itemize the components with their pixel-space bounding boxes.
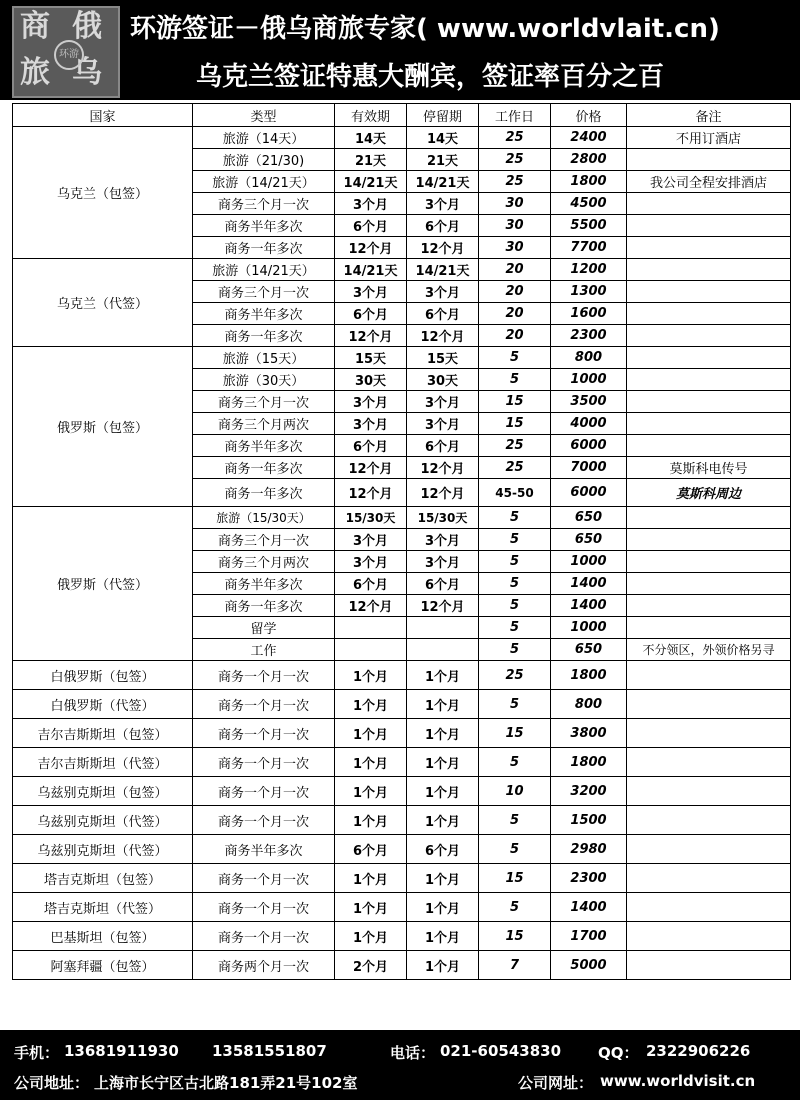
stay-cell: 12个月 — [407, 595, 479, 617]
price-cell: 4500 — [551, 193, 627, 215]
col-header-stay: 停留期 — [407, 104, 479, 127]
note-cell — [627, 391, 791, 413]
type-cell: 商务半年多次 — [193, 435, 335, 457]
workdays-cell: 25 — [479, 127, 551, 149]
table-row — [13, 893, 791, 922]
note-cell — [627, 149, 791, 171]
price-cell: 2800 — [551, 149, 627, 171]
country-cell: 塔吉克斯坦（代签） — [13, 893, 193, 922]
workdays-cell: 5 — [479, 639, 551, 661]
col-header-note: 备注 — [627, 104, 791, 127]
workdays-cell: 30 — [479, 193, 551, 215]
table-row — [13, 690, 791, 719]
table-row — [13, 259, 791, 281]
price-cell: 1000 — [551, 617, 627, 639]
website-label: 公司网址： — [518, 1074, 594, 1092]
stay-cell: 1个月 — [407, 661, 479, 690]
stay-cell: 3个月 — [407, 391, 479, 413]
type-cell: 商务一个月一次 — [193, 864, 335, 893]
logo-char: 乌 — [72, 55, 102, 90]
type-cell: 旅游（21/30) — [193, 149, 335, 171]
validity-cell: 6个月 — [335, 835, 407, 864]
note-cell — [627, 551, 791, 573]
price-cell: 650 — [551, 507, 627, 529]
type-cell: 商务一年多次 — [193, 237, 335, 259]
stay-cell: 1个月 — [407, 719, 479, 748]
stay-cell: 12个月 — [407, 237, 479, 259]
validity-cell: 21天 — [335, 149, 407, 171]
price-cell: 1200 — [551, 259, 627, 281]
workdays-cell: 5 — [479, 369, 551, 391]
type-cell: 工作 — [193, 639, 335, 661]
stay-cell: 14/21天 — [407, 171, 479, 193]
note-cell — [627, 413, 791, 435]
price-cell: 3200 — [551, 777, 627, 806]
price-cell: 5500 — [551, 215, 627, 237]
note-cell — [627, 661, 791, 690]
note-cell: 我公司全程安排酒店 — [627, 171, 791, 193]
website-link[interactable]: www.worldvisit.cn — [600, 1072, 756, 1090]
note-cell — [627, 777, 791, 806]
workdays-cell: 20 — [479, 325, 551, 347]
price-cell: 1500 — [551, 806, 627, 835]
mobile-number-2[interactable]: 13581551807 — [212, 1042, 327, 1060]
phone-number[interactable]: 021-60543830 — [440, 1042, 562, 1060]
type-cell: 商务一个月一次 — [193, 690, 335, 719]
note-cell — [627, 237, 791, 259]
workdays-cell: 15 — [479, 391, 551, 413]
page-title: 环游签证－俄乌商旅专家( www.worldvlait.cn) — [130, 14, 720, 44]
type-cell: 商务半年多次 — [193, 835, 335, 864]
validity-cell: 15/30天 — [335, 507, 407, 529]
stay-cell: 6个月 — [407, 573, 479, 595]
stay-cell: 1个月 — [407, 922, 479, 951]
type-cell: 商务三个月一次 — [193, 193, 335, 215]
qq-number[interactable]: 2322906226 — [646, 1042, 751, 1060]
validity-cell: 3个月 — [335, 413, 407, 435]
stay-cell: 6个月 — [407, 435, 479, 457]
type-cell: 留学 — [193, 617, 335, 639]
table-row — [13, 922, 791, 951]
workdays-cell: 7 — [479, 951, 551, 980]
validity-cell: 6个月 — [335, 573, 407, 595]
country-cell: 阿塞拜疆（包签） — [13, 951, 193, 980]
stay-cell: 12个月 — [407, 457, 479, 479]
table-row — [13, 127, 791, 149]
workdays-cell: 25 — [479, 435, 551, 457]
validity-cell: 3个月 — [335, 529, 407, 551]
note-cell — [627, 617, 791, 639]
price-cell: 1600 — [551, 303, 627, 325]
price-cell: 1800 — [551, 171, 627, 193]
validity-cell: 14/21天 — [335, 259, 407, 281]
price-cell: 5000 — [551, 951, 627, 980]
logo-char: 俄 — [72, 9, 102, 44]
workdays-cell: 5 — [479, 573, 551, 595]
workdays-cell: 5 — [479, 529, 551, 551]
stay-cell: 3个月 — [407, 193, 479, 215]
stay-cell: 1个月 — [407, 777, 479, 806]
note-cell: 不分领区，外领价格另寻 — [627, 639, 791, 661]
stay-cell: 15天 — [407, 347, 479, 369]
table-row — [13, 719, 791, 748]
note-cell — [627, 303, 791, 325]
price-cell: 2400 — [551, 127, 627, 149]
validity-cell: 6个月 — [335, 215, 407, 237]
stay-cell: 3个月 — [407, 529, 479, 551]
validity-cell: 1个月 — [335, 806, 407, 835]
workdays-cell: 5 — [479, 690, 551, 719]
price-cell: 7700 — [551, 237, 627, 259]
type-cell: 商务一个月一次 — [193, 661, 335, 690]
validity-cell: 30天 — [335, 369, 407, 391]
stay-cell: 6个月 — [407, 215, 479, 237]
workdays-cell: 25 — [479, 661, 551, 690]
price-cell: 1300 — [551, 281, 627, 303]
price-cell: 800 — [551, 347, 627, 369]
logo-seal: 环游 — [54, 40, 84, 70]
stay-cell: 14天 — [407, 127, 479, 149]
note-cell — [627, 922, 791, 951]
validity-cell: 3个月 — [335, 551, 407, 573]
col-header-workdays: 工作日 — [479, 104, 551, 127]
type-cell: 商务一个月一次 — [193, 922, 335, 951]
workdays-cell: 25 — [479, 171, 551, 193]
price-cell: 1400 — [551, 893, 627, 922]
type-cell: 商务半年多次 — [193, 303, 335, 325]
stay-cell — [407, 639, 479, 661]
phone-label: 电话： — [390, 1044, 436, 1062]
country-cell: 俄罗斯（包签） — [13, 347, 193, 507]
workdays-cell: 5 — [479, 748, 551, 777]
workdays-cell: 15 — [479, 864, 551, 893]
mobile-number-1[interactable]: 13681911930 — [64, 1042, 179, 1060]
stay-cell: 3个月 — [407, 281, 479, 303]
price-cell: 6000 — [551, 435, 627, 457]
validity-cell: 1个月 — [335, 690, 407, 719]
workdays-cell: 5 — [479, 893, 551, 922]
table-row — [13, 806, 791, 835]
price-cell: 2980 — [551, 835, 627, 864]
note-cell — [627, 281, 791, 303]
note-cell — [627, 864, 791, 893]
type-cell: 商务一个月一次 — [193, 748, 335, 777]
table-row — [13, 864, 791, 893]
workdays-cell: 5 — [479, 347, 551, 369]
price-cell: 1000 — [551, 369, 627, 391]
country-cell: 乌兹别克斯坦（代签） — [13, 806, 193, 835]
type-cell: 商务一年多次 — [193, 479, 335, 507]
col-header-type: 类型 — [193, 104, 335, 127]
type-cell: 旅游（15天） — [193, 347, 335, 369]
table-row — [13, 777, 791, 806]
workdays-cell: 15 — [479, 922, 551, 951]
workdays-cell: 20 — [479, 303, 551, 325]
country-cell: 吉尔吉斯斯坦（包签） — [13, 719, 193, 748]
note-cell — [627, 719, 791, 748]
type-cell: 商务三个月两次 — [193, 551, 335, 573]
country-cell: 白俄罗斯（包签） — [13, 661, 193, 690]
stay-cell: 15/30天 — [407, 507, 479, 529]
stay-cell: 14/21天 — [407, 259, 479, 281]
validity-cell: 12个月 — [335, 595, 407, 617]
stay-cell: 1个月 — [407, 690, 479, 719]
type-cell: 商务一个月一次 — [193, 777, 335, 806]
table-row — [13, 347, 791, 369]
table-row — [13, 951, 791, 980]
note-cell — [627, 435, 791, 457]
mobile-label: 手机： — [14, 1044, 60, 1062]
validity-cell — [335, 639, 407, 661]
workdays-cell: 20 — [479, 259, 551, 281]
price-cell: 2300 — [551, 864, 627, 893]
validity-cell: 14天 — [335, 127, 407, 149]
note-cell — [627, 951, 791, 980]
note-cell — [627, 215, 791, 237]
note-cell — [627, 529, 791, 551]
page-subtitle: 乌克兰签证特惠大酬宾，签证率百分之百 — [196, 62, 665, 92]
type-cell: 商务半年多次 — [193, 215, 335, 237]
table-row — [13, 507, 791, 529]
validity-cell: 15天 — [335, 347, 407, 369]
price-cell: 3500 — [551, 391, 627, 413]
workdays-cell: 45-50 — [479, 479, 551, 507]
stay-cell: 6个月 — [407, 835, 479, 864]
country-cell: 乌兹别克斯坦（代签） — [13, 835, 193, 864]
type-cell: 旅游（14天） — [193, 127, 335, 149]
validity-cell: 3个月 — [335, 281, 407, 303]
type-cell: 旅游（15/30天） — [193, 507, 335, 529]
stay-cell: 1个月 — [407, 748, 479, 777]
validity-cell — [335, 617, 407, 639]
stay-cell: 30天 — [407, 369, 479, 391]
type-cell: 商务一年多次 — [193, 325, 335, 347]
workdays-cell: 5 — [479, 551, 551, 573]
note-cell: 莫斯科电传号 — [627, 457, 791, 479]
note-cell — [627, 347, 791, 369]
note-cell — [627, 835, 791, 864]
price-cell: 1800 — [551, 661, 627, 690]
workdays-cell: 30 — [479, 215, 551, 237]
price-cell: 3800 — [551, 719, 627, 748]
type-cell: 旅游（30天） — [193, 369, 335, 391]
qq-label: QQ： — [598, 1044, 639, 1062]
validity-cell: 14/21天 — [335, 171, 407, 193]
logo-char: 商 — [20, 9, 50, 44]
validity-cell: 1个月 — [335, 864, 407, 893]
type-cell: 商务三个月一次 — [193, 391, 335, 413]
type-cell: 商务三个月一次 — [193, 281, 335, 303]
validity-cell: 12个月 — [335, 479, 407, 507]
stay-cell: 1个月 — [407, 864, 479, 893]
country-cell: 乌兹别克斯坦（包签） — [13, 777, 193, 806]
note-cell — [627, 573, 791, 595]
type-cell: 商务三个月一次 — [193, 529, 335, 551]
type-cell: 旅游（14/21天） — [193, 171, 335, 193]
col-header-validity: 有效期 — [335, 104, 407, 127]
table-row — [13, 835, 791, 864]
stay-cell: 1个月 — [407, 806, 479, 835]
stay-cell: 3个月 — [407, 551, 479, 573]
type-cell: 商务一个月一次 — [193, 719, 335, 748]
country-cell: 塔吉克斯坦（包签） — [13, 864, 193, 893]
validity-cell: 1个月 — [335, 719, 407, 748]
workdays-cell: 10 — [479, 777, 551, 806]
note-cell — [627, 893, 791, 922]
price-cell: 2300 — [551, 325, 627, 347]
country-cell: 吉尔吉斯斯坦（代签） — [13, 748, 193, 777]
validity-cell: 6个月 — [335, 435, 407, 457]
workdays-cell: 25 — [479, 457, 551, 479]
price-cell: 1400 — [551, 595, 627, 617]
workdays-cell: 25 — [479, 149, 551, 171]
note-cell — [627, 193, 791, 215]
validity-cell: 12个月 — [335, 325, 407, 347]
note-cell: 不用订酒店 — [627, 127, 791, 149]
stay-cell: 1个月 — [407, 951, 479, 980]
table-header-row — [13, 104, 791, 127]
type-cell: 旅游（14/21天） — [193, 259, 335, 281]
note-cell — [627, 806, 791, 835]
company-address: 上海市长宁区古北路181弄21号102室 — [94, 1074, 358, 1092]
type-cell: 商务两个月一次 — [193, 951, 335, 980]
note-cell: 莫斯科周边 — [627, 479, 791, 507]
price-cell: 650 — [551, 529, 627, 551]
type-cell: 商务三个月两次 — [193, 413, 335, 435]
validity-cell: 1个月 — [335, 777, 407, 806]
footer-contact — [0, 1030, 800, 1100]
note-cell — [627, 369, 791, 391]
note-cell — [627, 595, 791, 617]
type-cell: 商务一年多次 — [193, 457, 335, 479]
workdays-cell: 5 — [479, 835, 551, 864]
note-cell — [627, 259, 791, 281]
validity-cell: 1个月 — [335, 893, 407, 922]
validity-cell: 1个月 — [335, 922, 407, 951]
validity-cell: 1个月 — [335, 661, 407, 690]
workdays-cell: 20 — [479, 281, 551, 303]
stay-cell: 12个月 — [407, 325, 479, 347]
company-logo — [12, 6, 120, 98]
col-header-country: 国家 — [13, 104, 193, 127]
header-banner — [0, 0, 800, 100]
stay-cell: 3个月 — [407, 413, 479, 435]
workdays-cell: 5 — [479, 595, 551, 617]
stay-cell — [407, 617, 479, 639]
address-label: 公司地址： — [14, 1074, 90, 1092]
validity-cell: 12个月 — [335, 457, 407, 479]
validity-cell: 2个月 — [335, 951, 407, 980]
type-cell: 商务一个月一次 — [193, 893, 335, 922]
stay-cell: 12个月 — [407, 479, 479, 507]
country-cell: 巴基斯坦（包签） — [13, 922, 193, 951]
visa-price-table — [12, 103, 791, 980]
workdays-cell: 5 — [479, 507, 551, 529]
price-cell: 4000 — [551, 413, 627, 435]
table-row — [13, 661, 791, 690]
stay-cell: 6个月 — [407, 303, 479, 325]
note-cell — [627, 748, 791, 777]
price-cell: 1700 — [551, 922, 627, 951]
workdays-cell: 5 — [479, 617, 551, 639]
price-cell: 800 — [551, 690, 627, 719]
validity-cell: 6个月 — [335, 303, 407, 325]
price-cell: 1800 — [551, 748, 627, 777]
price-cell: 6000 — [551, 479, 627, 507]
price-cell: 7000 — [551, 457, 627, 479]
note-cell — [627, 690, 791, 719]
validity-cell: 12个月 — [335, 237, 407, 259]
price-cell: 650 — [551, 639, 627, 661]
workdays-cell: 30 — [479, 237, 551, 259]
validity-cell: 1个月 — [335, 748, 407, 777]
stay-cell: 21天 — [407, 149, 479, 171]
type-cell: 商务一年多次 — [193, 595, 335, 617]
workdays-cell: 5 — [479, 806, 551, 835]
workdays-cell: 15 — [479, 719, 551, 748]
table-row — [13, 748, 791, 777]
country-cell: 俄罗斯（代签） — [13, 507, 193, 661]
logo-char: 旅 — [20, 55, 50, 90]
country-cell: 乌克兰（代签） — [13, 259, 193, 347]
col-header-price: 价格 — [551, 104, 627, 127]
note-cell — [627, 325, 791, 347]
validity-cell: 3个月 — [335, 193, 407, 215]
price-cell: 1000 — [551, 551, 627, 573]
country-cell: 白俄罗斯（代签） — [13, 690, 193, 719]
stay-cell: 1个月 — [407, 893, 479, 922]
workdays-cell: 15 — [479, 413, 551, 435]
note-cell — [627, 507, 791, 529]
validity-cell: 3个月 — [335, 391, 407, 413]
country-cell: 乌克兰（包签） — [13, 127, 193, 259]
type-cell: 商务一个月一次 — [193, 806, 335, 835]
price-cell: 1400 — [551, 573, 627, 595]
type-cell: 商务半年多次 — [193, 573, 335, 595]
